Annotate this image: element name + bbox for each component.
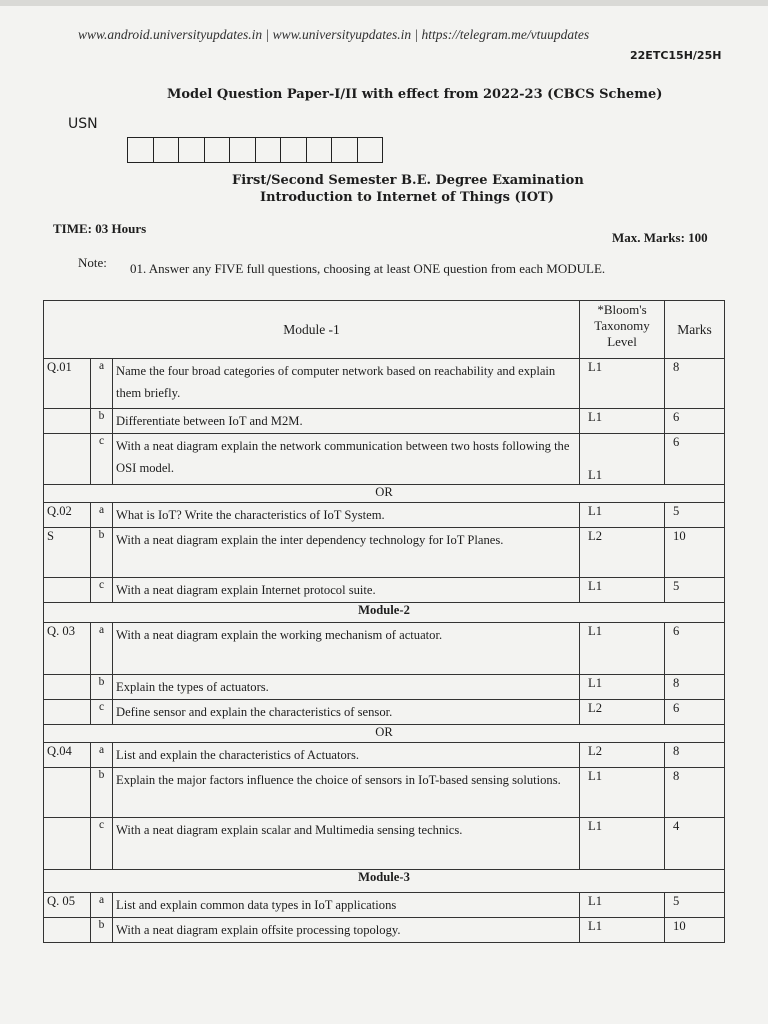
usn-box: [307, 138, 333, 162]
question-number: [44, 409, 91, 434]
subquestion-letter: a: [91, 893, 113, 918]
table-row: [44, 675, 725, 700]
subquestion-letter: a: [91, 503, 113, 528]
question-text: List and explain common data types in IoT applications: [113, 893, 580, 918]
question-text: List and explain the characteristics of Actuators.: [113, 743, 580, 768]
bloom-header-line: Level: [607, 334, 637, 349]
question-number: [44, 578, 91, 603]
subquestion-letter: a: [91, 359, 113, 409]
usn-box: [128, 138, 154, 162]
table-row: [44, 700, 725, 725]
question-table: [43, 300, 725, 943]
bloom-level: L1: [580, 918, 665, 943]
or-row: [44, 485, 725, 503]
bloom-level: L2: [580, 700, 665, 725]
question-text: With a neat diagram explain offsite processing topology.: [113, 918, 580, 943]
usn-box: [281, 138, 307, 162]
bloom-level: L1: [580, 359, 665, 409]
question-text: With a neat diagram explain the network communication between two hosts following the OSI model.: [113, 434, 580, 485]
question-text: With a neat diagram explain Internet protocol suite.: [113, 578, 580, 603]
marks-value: 6: [665, 623, 725, 675]
usn-box: [205, 138, 231, 162]
table-row: [44, 918, 725, 943]
question-text: With a neat diagram explain scalar and Multimedia sensing technics.: [113, 818, 580, 870]
question-number: Q.01: [44, 359, 91, 409]
table-row: [44, 768, 725, 818]
bloom-header-line: *Bloom's: [597, 302, 647, 317]
bloom-header-line: Taxonomy: [594, 318, 650, 333]
question-number: Q. 03: [44, 623, 91, 675]
subquestion-letter: c: [91, 578, 113, 603]
question-text: Define sensor and explain the characteristics of sensor.: [113, 700, 580, 725]
module-1-header: Module -1: [44, 301, 580, 359]
module-3-header: Module-3: [44, 870, 725, 893]
subquestion-letter: b: [91, 409, 113, 434]
subquestion-letter: b: [91, 918, 113, 943]
question-number: Q.02: [44, 503, 91, 528]
subject-code: 22ETC15H/25H: [630, 49, 722, 62]
table-row: [44, 528, 725, 578]
bloom-level: L1: [580, 623, 665, 675]
question-text: Explain the types of actuators.: [113, 675, 580, 700]
question-number: [44, 700, 91, 725]
table-row: [44, 409, 725, 434]
course-name: Introduction to Internet of Things (IOT): [260, 190, 554, 205]
bloom-level: L1: [580, 434, 665, 485]
bloom-level: L1: [580, 818, 665, 870]
module-row: [44, 870, 725, 893]
marks-value: 4: [665, 818, 725, 870]
bloom-level: L1: [580, 409, 665, 434]
question-number: [44, 818, 91, 870]
question-number: Q. 05: [44, 893, 91, 918]
bloom-level: L1: [580, 503, 665, 528]
subquestion-letter: b: [91, 528, 113, 578]
marks-value: 10: [665, 528, 725, 578]
table-row: [44, 503, 725, 528]
bloom-level: L1: [580, 768, 665, 818]
table-row: [44, 434, 725, 485]
table-row: [44, 623, 725, 675]
question-number: [44, 918, 91, 943]
subquestion-letter: c: [91, 700, 113, 725]
usn-box: [230, 138, 256, 162]
question-number: Q.04: [44, 743, 91, 768]
usn-label: USN: [68, 116, 98, 132]
marks-value: 8: [665, 675, 725, 700]
note-text: 01. Answer any FIVE full questions, choosing at least ONE question from each MODULE.: [130, 261, 606, 276]
table-row: [44, 578, 725, 603]
question-number: [44, 434, 91, 485]
time-label: TIME: 03 Hours: [53, 221, 147, 236]
subquestion-letter: c: [91, 818, 113, 870]
subquestion-letter: a: [91, 743, 113, 768]
table-row: [44, 743, 725, 768]
subquestion-letter: b: [91, 768, 113, 818]
usn-box: [179, 138, 205, 162]
subquestion-letter: a: [91, 623, 113, 675]
marks-value: 8: [665, 768, 725, 818]
exam-name: First/Second Semester B.E. Degree Examination: [232, 173, 584, 188]
or-divider: OR: [44, 485, 725, 503]
bloom-level: L2: [580, 743, 665, 768]
top-edge-band: [0, 0, 768, 6]
question-text: With a neat diagram explain the inter dependency technology for IoT Planes.: [113, 528, 580, 578]
question-text: Differentiate between IoT and M2M.: [113, 409, 580, 434]
table-row: [44, 359, 725, 409]
usn-box: [256, 138, 282, 162]
bloom-level: L2: [580, 528, 665, 578]
question-number: [44, 768, 91, 818]
marks-header: Marks: [665, 301, 725, 359]
marks-value: 8: [665, 743, 725, 768]
bloom-level: L1: [580, 675, 665, 700]
question-number: S: [44, 528, 91, 578]
paper-title: Model Question Paper-I/II with effect from 2022-23 (CBCS Scheme): [167, 87, 663, 102]
question-text: What is IoT? Write the characteristics of IoT System.: [113, 503, 580, 528]
question-number: [44, 675, 91, 700]
marks-value: 5: [665, 893, 725, 918]
marks-value: 10: [665, 918, 725, 943]
module-row: [44, 603, 725, 623]
marks-value: 6: [665, 409, 725, 434]
question-text: Name the four broad categories of computer network based on reachability and explain them briefly.: [113, 359, 580, 409]
marks-value: 5: [665, 578, 725, 603]
note-label: Note:: [78, 255, 107, 270]
bloom-header: [580, 301, 665, 359]
bloom-level: L1: [580, 893, 665, 918]
usn-box: [154, 138, 180, 162]
or-row: [44, 725, 725, 743]
marks-value: 6: [665, 434, 725, 485]
table-row: [44, 818, 725, 870]
marks-value: 6: [665, 700, 725, 725]
question-text: With a neat diagram explain the working mechanism of actuator.: [113, 623, 580, 675]
usn-box: [332, 138, 358, 162]
usn-boxes: [127, 137, 383, 163]
marks-value: 5: [665, 503, 725, 528]
max-marks-label: Max. Marks: 100: [612, 230, 708, 245]
question-text: Explain the major factors influence the choice of sensors in IoT-based sensing solutions.: [113, 768, 580, 818]
module-2-header: Module-2: [44, 603, 725, 623]
website-links: www.android.universityupdates.in | www.universityupdates.in | https://telegram.me/vtuupdates: [78, 27, 590, 42]
usn-box: [358, 138, 383, 162]
or-divider: OR: [44, 725, 725, 743]
table-row: [44, 893, 725, 918]
subquestion-letter: c: [91, 434, 113, 485]
bloom-level: L1: [580, 578, 665, 603]
marks-value: 8: [665, 359, 725, 409]
subquestion-letter: b: [91, 675, 113, 700]
